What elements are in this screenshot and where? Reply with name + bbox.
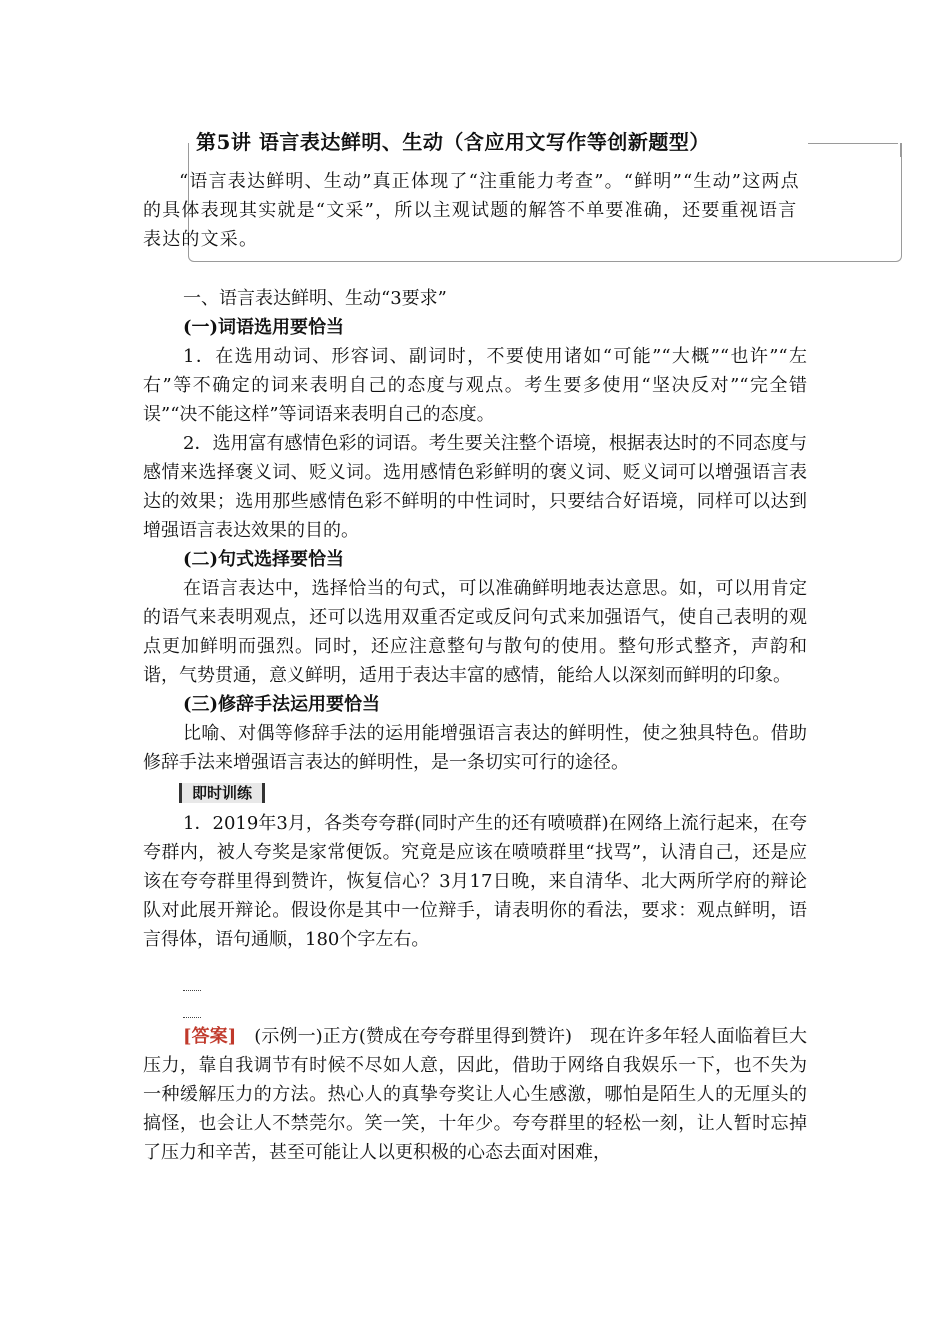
practice-badge: 即时训练 xyxy=(179,783,265,803)
section-heading: 一、语言表达鲜明、生动“3要求” xyxy=(183,288,447,309)
lesson-body xyxy=(143,284,807,1167)
blank-line xyxy=(183,1017,201,1018)
answer-blank-line xyxy=(143,968,807,995)
subsection-heading-1: (一)词语选用要恰当 xyxy=(183,317,345,338)
lesson-intro xyxy=(143,167,807,254)
subsection-heading-3: (三)修辞手法运用要恰当 xyxy=(183,694,381,715)
answer-paragraph xyxy=(143,1022,807,1167)
answer-label: (示例一)正方(赞成在夸夸群里得到赞许) xyxy=(254,1026,572,1047)
header-rule-corner xyxy=(898,143,901,157)
lesson-title: 第5讲 语言表达鲜明、生动（含应用文写作等创新题型） xyxy=(192,127,714,157)
paragraph: 在语言表达中，选择恰当的句式，可以准确鲜明地表达意思。如，可以用肯定的语气来表明观点，还可以选用双重否定或反问句式来加强语气，使自己表明的观点更加鲜明而强烈。同时，还应注意整句与散句的使用。整句形式整齐，声韵和谐，气势贯通，意义鲜明，适用于表达丰富的感情，能给人以深刻而鲜明的印象。 xyxy=(143,578,807,686)
intro-paragraph: “语言表达鲜明、生动”真正体现了“注重能力考查”。“鲜明”“生动”这两点的具体表现其实就是“文采”，所以主观试题的解答不单要准确，还要重视语言表达的文采。 xyxy=(143,171,800,250)
paragraph: 1．在选用动词、形容词、副词时，不要使用诸如“可能”“大概”“也许”“左右”等不确定的词来表明自己的态度与观点。考生要多使用“坚决反对”“完全错误”“决不能这样”等词语来表明自己的态度。 xyxy=(143,346,807,425)
practice-badge-row xyxy=(143,777,807,809)
answer-tag: [答案] xyxy=(183,1026,237,1047)
paragraph: 2．选用富有感情色彩的词语。考生要关注整个语境，根据表达时的不同态度与感情来选择褒义词、贬义词。选用感情色彩鲜明的褒义词、贬义词可以增强语言表达的效果；选用那些感情色彩不鲜明的中性词时，只要结合好语境，同样可以达到增强语言表达效果的目的。 xyxy=(143,433,807,541)
paragraph: 比喻、对偶等修辞手法的运用能增强语言表达的鲜明性，使之独具特色。借助修辞手法来增强语言表达的鲜明性，是一条切实可行的途径。 xyxy=(143,723,807,773)
answer-blank-line xyxy=(143,995,807,1022)
subsection-heading-2: (二)句式选择要恰当 xyxy=(183,549,345,570)
answer-text: 现在许多年轻人面临着巨大压力，靠自我调节有时候不尽如人意，因此，借助于网络自我娱乐一下，也不失为一种缓解压力的方法。热心人的真挚夸奖让人心生感激，哪怕是陌生人的无厘头的搞怪，也会让人不禁莞尔。笑一笑，十年少。夸夸群里的轻松一刻，让人暂时忘掉了压力和辛苦，甚至可能让人以更积极的心态去面对困难， xyxy=(143,1026,807,1163)
header-rule xyxy=(808,143,898,144)
blank-line xyxy=(183,990,201,991)
practice-question: 1．2019年3月，各类夸夸群(同时产生的还有喷喷群)在网络上流行起来，在夸夸群内，被人夸奖是家常便饭。究竟是应该在喷喷群里“找骂”，认清自己，还是应该在夸夸群里得到赞许，恢复信心？3月17日晚，来自清华、北大两所学府的辩论队对此展开辩论。假设你是其中一位辩手，请表明你的看法，要求：观点鲜明，语言得体，语句通顺，180个字左右。 xyxy=(143,813,807,950)
